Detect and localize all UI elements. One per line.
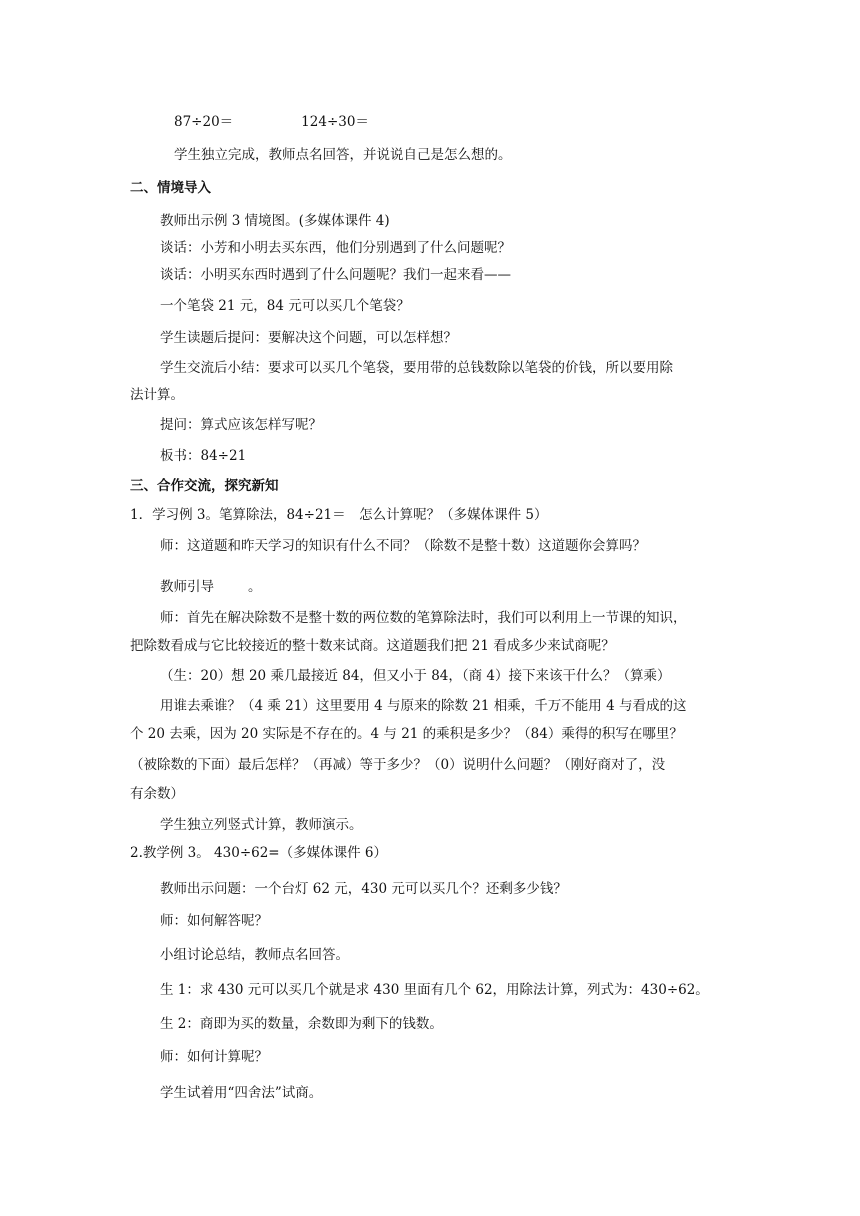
paragraph: 提问：算式应该怎样写呢？ (160, 417, 322, 433)
paragraph-continuation: 有余数） (130, 786, 184, 802)
paragraph: 一个笔袋 21 元，84 元可以买几个笔袋？ (160, 298, 410, 314)
paragraph: 用谁去乘谁？（4 乘 21）这里要用 4 与原来的除数 21 相乘，千万不能用 4 与看成的这 (160, 698, 687, 714)
paragraph: 学生独立完成，教师点名回答，并说说自己是怎么想的。 (174, 147, 512, 163)
paragraph: 学生独立列竖式计算，教师演示。 (160, 817, 363, 833)
paragraph: 板书：84÷21 (160, 448, 247, 464)
paragraph: 学生试着用“四舍法”试商。 (160, 1085, 323, 1101)
subsection-heading: 1．学习例 3。笔算除法，84÷21＝ 怎么计算呢？（多媒体课件 5） (130, 507, 548, 523)
paragraph: 教师出示例 3 情境图。(多媒体课件 4) (160, 213, 390, 229)
teacher-guide-label: 教师引导 (160, 579, 214, 595)
paragraph: 师：这道题和昨天学习的知识有什么不同？（除数不是整十数）这道题你会算吗？ (160, 538, 646, 554)
paragraph: 教师出示问题：一个台灯 62 元，430 元可以买几个？还剩多少钱？ (160, 881, 567, 897)
paragraph: 生 2：商即为买的数量，余数即为剩下的钱数。 (160, 1016, 443, 1032)
paragraph: 学生交流后小结：要求可以买几个笔袋，要用带的总钱数除以笔袋的价钱，所以要用除 (160, 360, 673, 376)
paragraph: 师：如何计算呢？ (160, 1049, 268, 1065)
paragraph: 师：首先在解决除数不是整十数的两位数的笔算除法时，我们可以利用上一节课的知识， (160, 610, 687, 626)
exercise-row (174, 112, 369, 132)
period-mark: 。 (248, 579, 262, 595)
paragraph: 谈话：小芳和小明去买东西，他们分别遇到了什么问题呢？ (160, 240, 511, 256)
paragraph-continuation: 把除数看成与它比较接近的整十数来试商。这道题我们把 21 看成多少来试商呢？ (130, 638, 615, 654)
paragraph-continuation: （被除数的下面）最后怎样？（再减）等于多少？（0）说明什么问题？（刚好商对了，没 (130, 757, 666, 773)
paragraph: （生：20）想 20 乘几最接近 84，但又小于 84，（商 4）接下来该干什么？（算乘） (160, 668, 671, 684)
paragraph: 师：如何解答呢？ (160, 913, 268, 929)
exercise-2: 124÷30＝ (301, 114, 369, 130)
paragraph-continuation: 个 20 去乘，因为 20 实际是不存在的。4 与 21 的乘积是多少？（84）乘得的积写在哪里？ (130, 726, 683, 742)
paragraph: 学生读题后提问：要解决这个问题，可以怎样想？ (160, 330, 457, 346)
exercise-1: 87÷20＝ (174, 114, 234, 130)
subsection-heading: 2.教学例 3。 430÷62=（多媒体课件 6） (130, 845, 388, 861)
paragraph (160, 577, 262, 597)
paragraph: 谈话：小明买东西时遇到了什么问题呢？我们一起来看—— (160, 267, 511, 283)
paragraph-continuation: 法计算。 (130, 387, 184, 403)
section-heading-3: 三、合作交流，探究新知 (130, 478, 279, 494)
paragraph: 生 1：求 430 元可以买几个就是求 430 里面有几个 62，用除法计算，列式为：430÷62。 (160, 982, 709, 998)
section-heading-2: 二、情境导入 (130, 180, 211, 196)
paragraph: 小组讨论总结，教师点名回答。 (160, 947, 349, 963)
